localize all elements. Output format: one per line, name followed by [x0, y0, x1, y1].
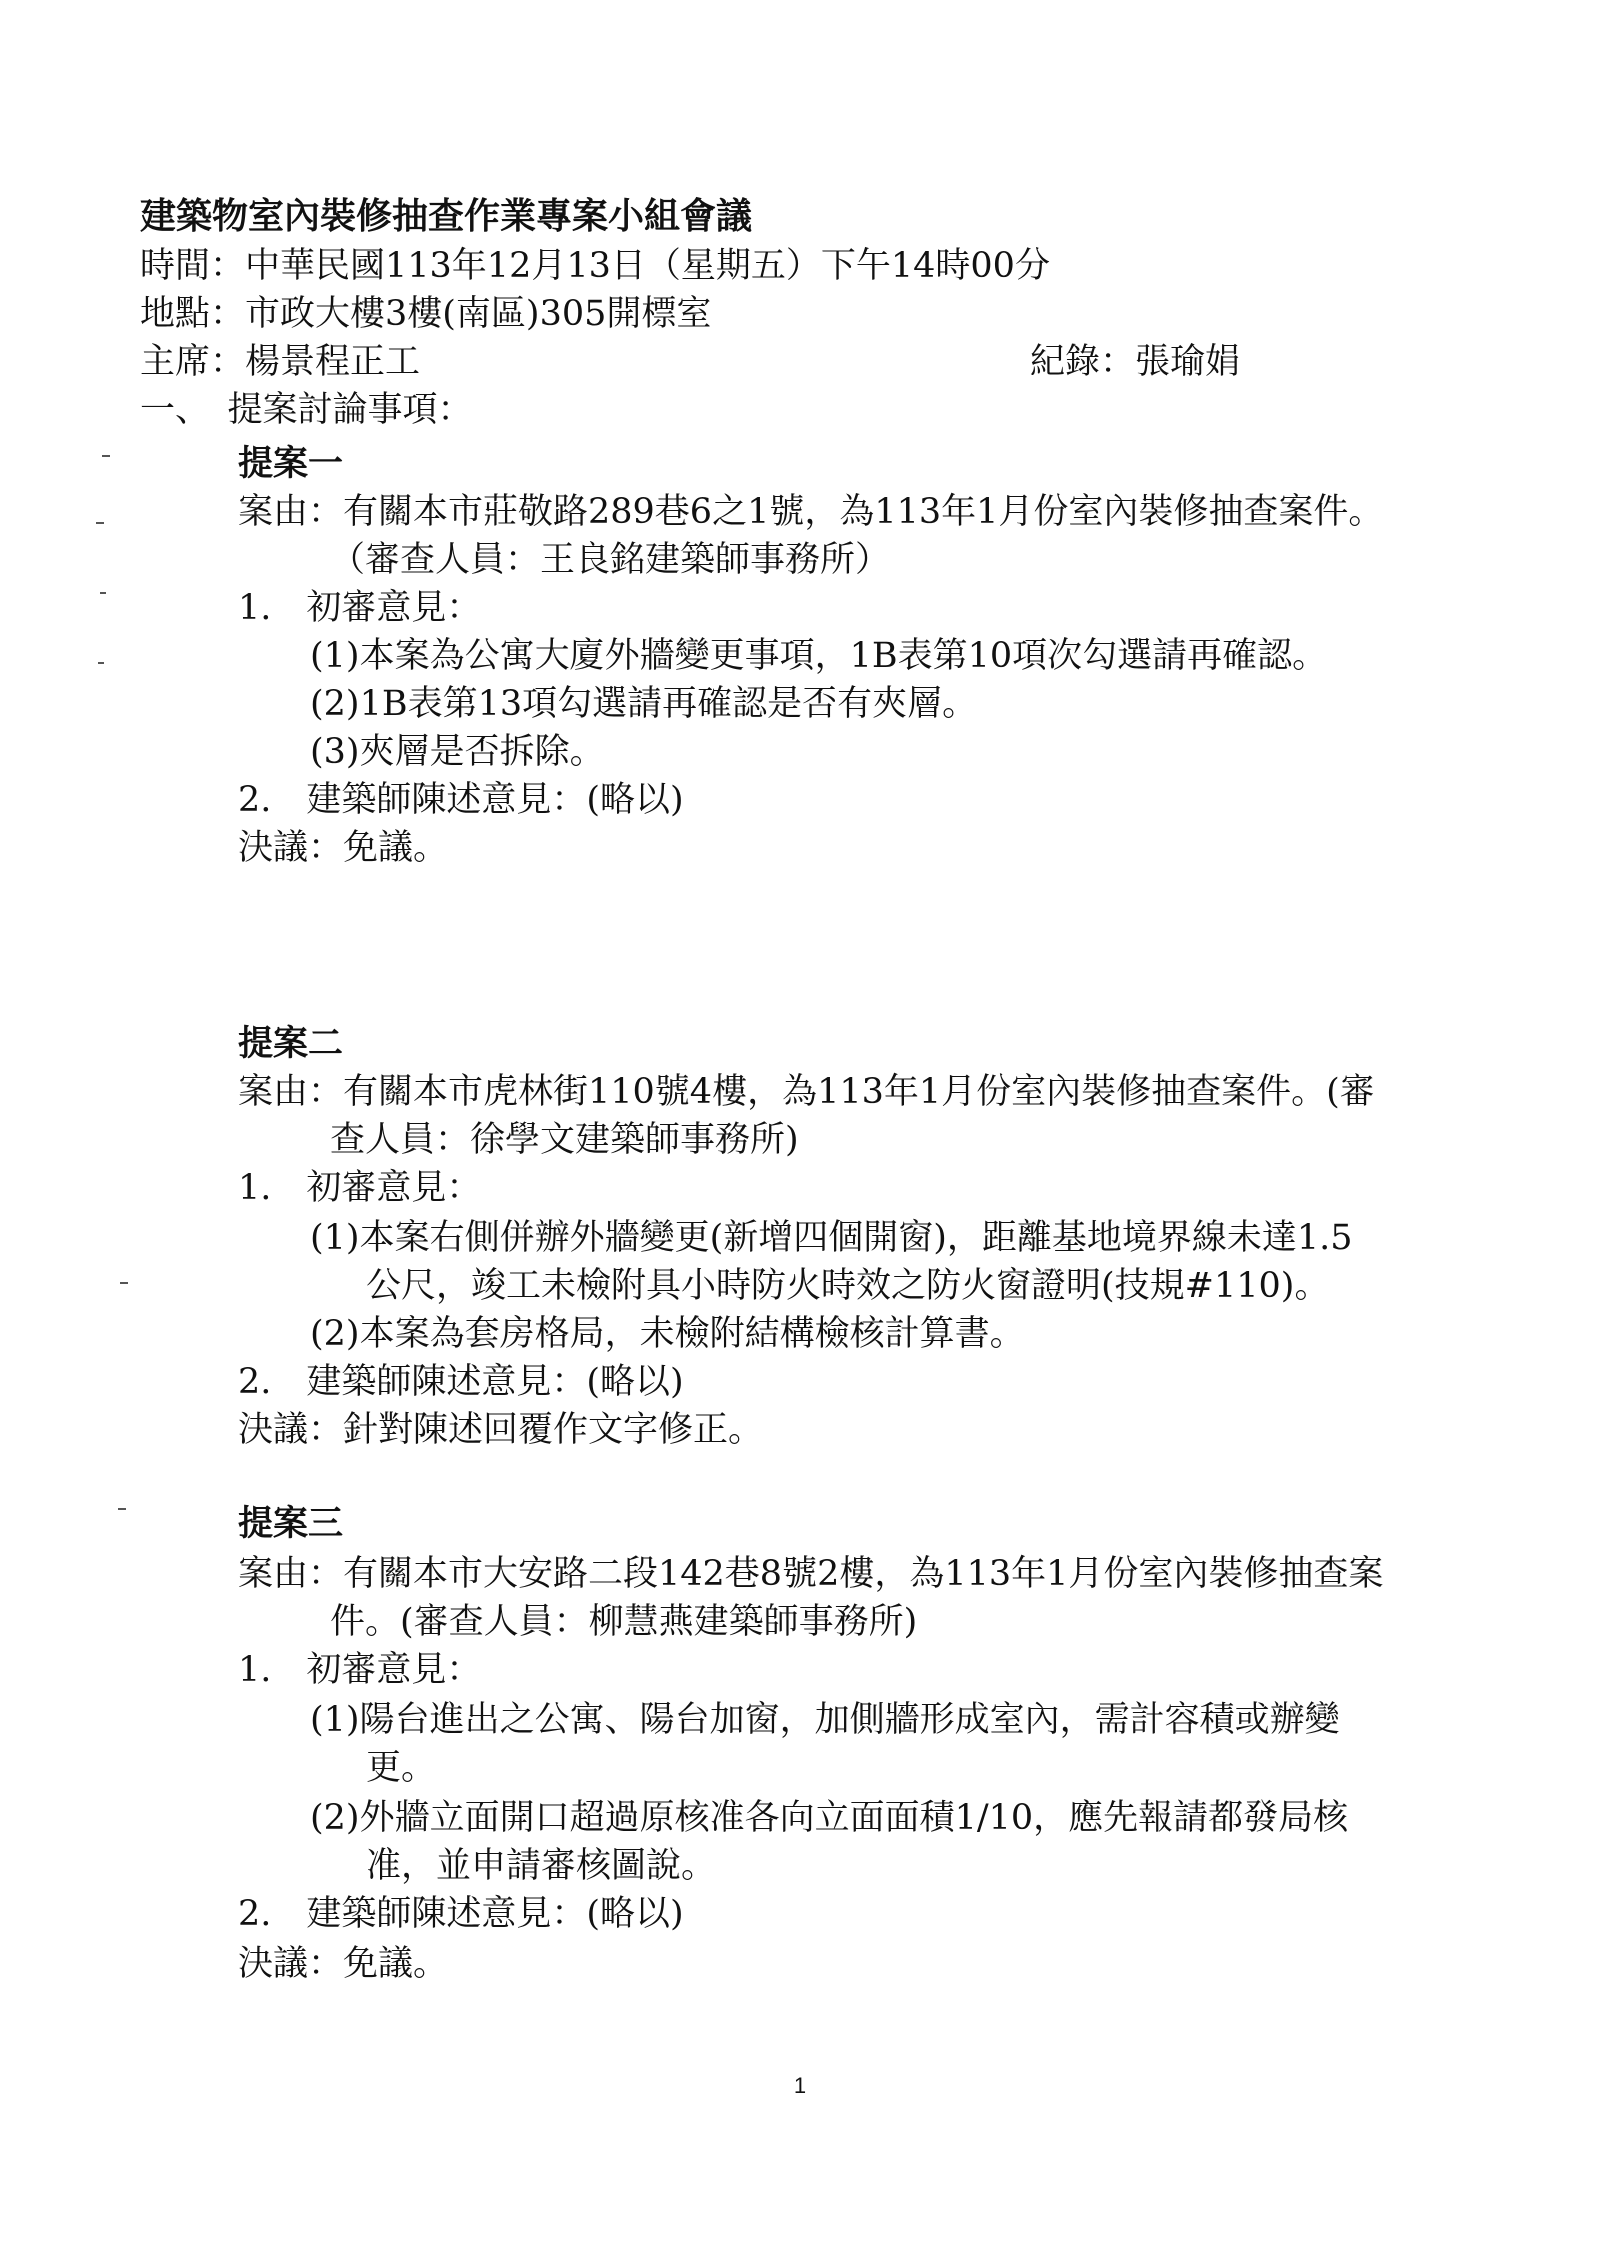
section-heading: 一、 提案討論事項：	[140, 390, 473, 430]
proposal-3-opinion-1: (1)陽台進出之公寓、陽台加窗，加側牆形成室內，需計容積或辦變	[310, 1700, 1340, 1740]
proposal-2-initial-heading: 1. 初審意見：	[238, 1168, 482, 1208]
proposal-1-title: 提案一	[238, 443, 344, 484]
proposal-3-reason-cont: 件。(審查人員：柳慧燕建築師事務所)	[330, 1602, 918, 1642]
proposal-2-opinion-1: (1)本案右側併辦外牆變更(新增四個開窗)，距離基地境界線未達1.5	[310, 1218, 1353, 1258]
proposal-2-opinion-2: (2)本案為套房格局，未檢附結構檢核計算書。	[310, 1314, 1025, 1354]
scan-speck	[100, 592, 106, 594]
proposal-3-resolution: 決議：免議。	[238, 1944, 449, 1984]
proposal-2-reason: 案由：有關本市虎林街110號4樓，為113年1月份室內裝修抽查案件。(審	[238, 1072, 1375, 1112]
proposal-2-title: 提案二	[238, 1023, 344, 1064]
proposal-1-reason: 案由：有關本市莊敬路289巷6之1號，為113年1月份室內裝修抽查案件。	[238, 492, 1384, 532]
meeting-time: 時間：中華民國113年12月13日（星期五）下午14時00分	[140, 246, 1050, 286]
document-title: 建築物室內裝修抽查作業專案小組會議	[140, 195, 753, 237]
proposal-1-resolution: 決議：免議。	[238, 828, 449, 868]
scan-speck	[118, 1508, 126, 1510]
proposal-3-opinion-2-cont: 准，並申請審核圖說。	[366, 1846, 717, 1886]
proposal-3-opinion-1-cont: 更。	[366, 1748, 437, 1788]
scan-speck	[102, 455, 110, 457]
proposal-3-opinion-2: (2)外牆立面開口超過原核准各向立面面積1/10，應先報請都發局核	[310, 1798, 1349, 1838]
proposal-2-opinion-1-cont: 公尺，竣工未檢附具小時防火時效之防火窗證明(技規#110)。	[366, 1266, 1330, 1306]
scan-speck	[98, 662, 104, 664]
proposal-3-architect: 2. 建築師陳述意見：(略以)	[238, 1894, 684, 1934]
proposal-3-title: 提案三	[238, 1503, 344, 1544]
proposal-3-reason: 案由：有關本市大安路二段142巷8號2樓，為113年1月份室內裝修抽查案	[238, 1554, 1384, 1594]
proposal-1-reason-cont: （審查人員：王良銘建築師事務所）	[330, 540, 891, 580]
proposal-1-opinion-1: (1)本案為公寓大廈外牆變更事項，1B表第10項次勾選請再確認。	[310, 636, 1328, 676]
proposal-2-architect: 2. 建築師陳述意見：(略以)	[238, 1362, 684, 1402]
scan-speck	[120, 1282, 128, 1284]
proposal-1-opinion-3: (3)夾層是否拆除。	[310, 732, 605, 772]
proposal-2-resolution: 決議：針對陳述回覆作文字修正。	[238, 1410, 764, 1450]
proposal-1-initial-heading: 1. 初審意見：	[238, 588, 482, 628]
proposal-1-opinion-2: (2)1B表第13項勾選請再確認是否有夾層。	[310, 684, 978, 724]
proposal-1-architect: 2. 建築師陳述意見：(略以)	[238, 780, 684, 820]
meeting-recorder: 紀錄：張瑜娟	[1030, 342, 1241, 382]
page-number: 1	[793, 2073, 807, 2098]
proposal-2-reason-cont: 查人員：徐學文建築師事務所)	[330, 1120, 799, 1160]
meeting-place: 地點：市政大樓3樓(南區)305開標室	[140, 294, 712, 334]
meeting-chair: 主席：楊景程正工	[140, 342, 421, 382]
proposal-3-initial-heading: 1. 初審意見：	[238, 1650, 482, 1690]
scan-speck	[96, 522, 104, 524]
